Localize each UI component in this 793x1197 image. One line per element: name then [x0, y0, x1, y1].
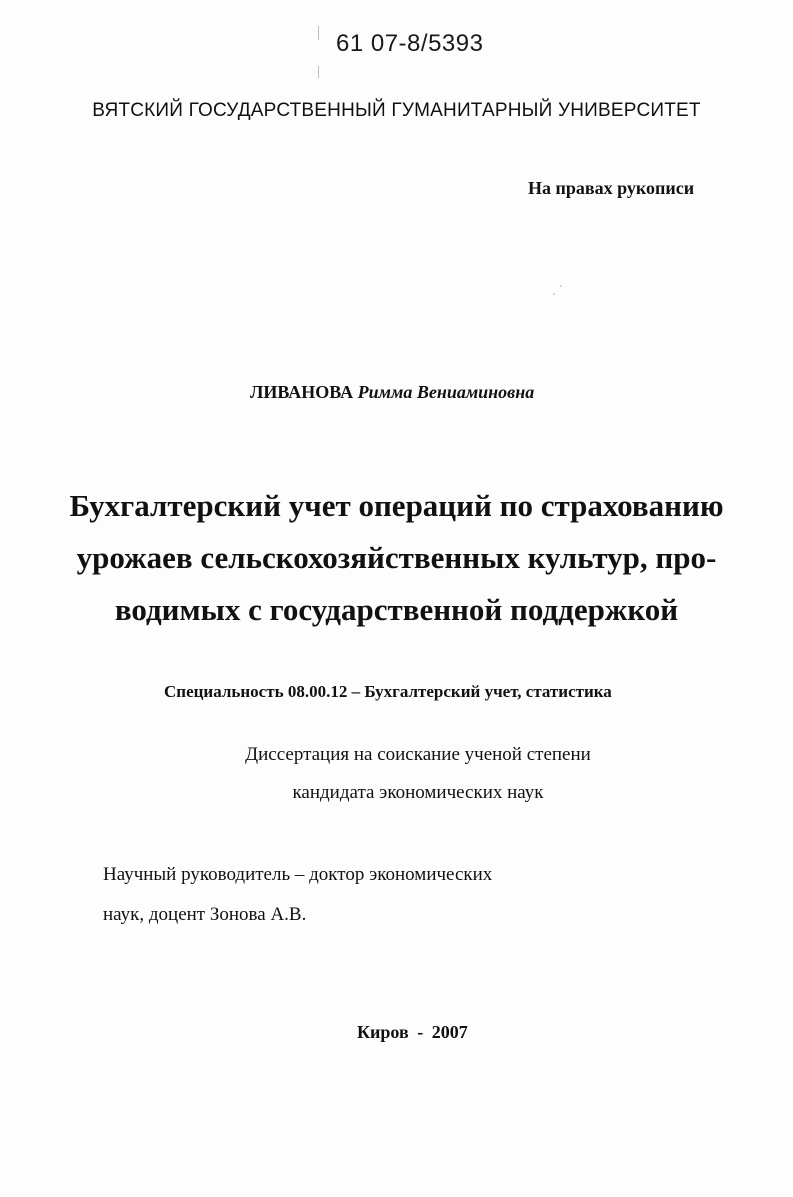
supervisor: [103, 855, 492, 935]
title-line: урожаев сельскохозяйственных культур, про-: [76, 540, 717, 575]
archive-code: 61 07-8/5393: [336, 30, 484, 57]
author-surname: ЛИВАНОВА: [250, 382, 354, 402]
author-given-name: Римма Вениаминовна: [357, 382, 535, 402]
scan-mark: [318, 26, 319, 40]
title-line: Бухгалтерский учет операций по страхованию: [69, 488, 724, 523]
speciality: Специальность 08.00.12 – Бухгалтерский учет, статистика: [164, 682, 612, 701]
scan-mark: [318, 66, 319, 78]
supervisor-line: Научный руководитель – доктор экономических: [103, 864, 493, 885]
supervisor-line: наук, доцент Зонова А.В.: [103, 904, 307, 925]
scan-speck: [553, 293, 555, 295]
degree-statement: [0, 736, 793, 812]
university-name: ВЯТСКИЙ ГОСУДАРСТВЕННЫЙ ГУМАНИТАРНЫЙ УНИВЕРСИТЕТ: [92, 100, 701, 121]
degree-line: Диссертация на соискание ученой степени: [245, 744, 591, 765]
dissertation-title: [0, 480, 793, 636]
city-year: Киров - 2007: [357, 1022, 468, 1042]
manuscript-note: На правах рукописи: [528, 178, 695, 198]
scan-speck: [560, 285, 562, 287]
degree-line: кандидата экономических наук: [292, 782, 544, 803]
title-line: водимых с государственной поддержкой: [114, 592, 679, 627]
author-name: [250, 382, 534, 403]
